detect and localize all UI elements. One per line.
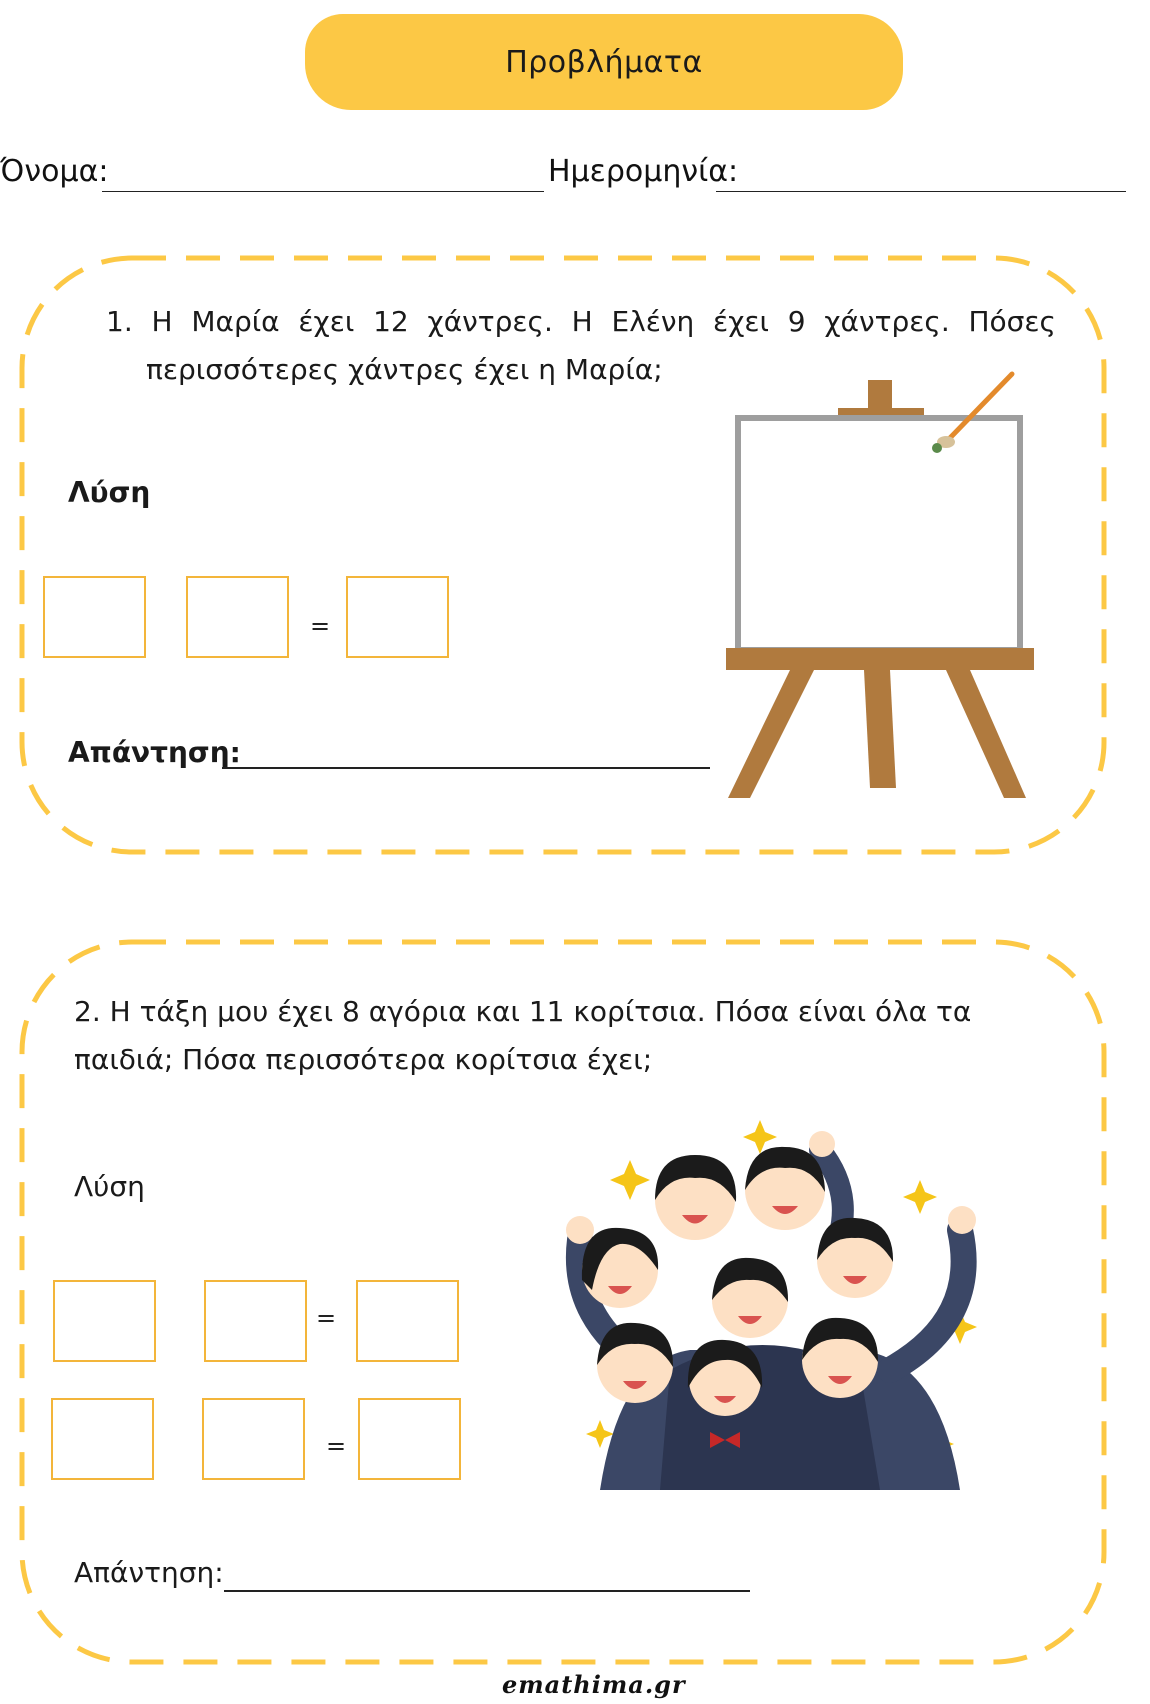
name-label: Όνομα: — [0, 154, 109, 189]
problem2-answer-line[interactable] — [224, 1590, 750, 1592]
problem1-box-3[interactable] — [346, 576, 449, 658]
problem1-equals: = — [310, 612, 331, 640]
problem2-line1: 2. Η τάξη μου έχει 8 αγόρια και 11 κορίτσια. Πόσα είναι όλα τα — [74, 995, 972, 1028]
problem1-box-1[interactable] — [43, 576, 146, 658]
page-title: Προβλήματα — [505, 44, 703, 80]
footer-logo: emathima.gr — [502, 1670, 686, 1699]
problem2-box-1[interactable] — [53, 1280, 156, 1362]
problem2-box-3[interactable] — [356, 1280, 459, 1362]
problem2-equals-2: = — [326, 1432, 347, 1460]
problem2-equals-1: = — [316, 1304, 337, 1332]
problem1-answer-label: Απάντηση: — [68, 736, 241, 769]
easel-icon — [720, 370, 1040, 810]
cheering-students-icon — [560, 1120, 990, 1490]
problem2-solution-label: Λύση — [74, 1170, 145, 1203]
problem2-box-5[interactable] — [202, 1398, 305, 1480]
problem1-answer-line[interactable] — [222, 767, 710, 769]
problem2-box-2[interactable] — [204, 1280, 307, 1362]
problem1-line2: περισσότερες χάντρες έχει η Μαρία; — [146, 353, 663, 386]
problem2-line2: παιδιά; Πόσα περισσότερα κορίτσια έχει; — [74, 1043, 653, 1076]
problem1-box-2[interactable] — [186, 576, 289, 658]
problem2-box-6[interactable] — [358, 1398, 461, 1480]
problem1-line1: 1. Η Μαρία έχει 12 χάντρες. Η Ελένη έχει 9 χάντρες. Πόσες — [106, 305, 1056, 338]
problem2-text — [74, 988, 1014, 1084]
date-label: Ημερομηνία: — [548, 154, 739, 189]
problem2-box-4[interactable] — [51, 1398, 154, 1480]
problem1-solution-label: Λύση — [68, 476, 151, 509]
problem2-answer-label: Απάντηση: — [74, 1556, 224, 1589]
